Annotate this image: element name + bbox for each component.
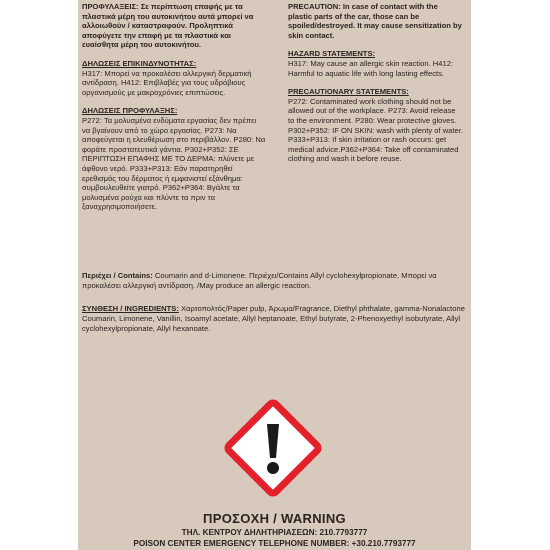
exclamation-mark-hazard-icon — [221, 396, 325, 500]
exclamation-dot — [267, 462, 279, 474]
greek-precautions-heading: ΠΡΟΦΥΛΑΞΕΙΣ: — [82, 2, 139, 11]
english-column — [288, 2, 463, 173]
warning-title: ΠΡΟΣΟΧΗ / WARNING — [203, 511, 346, 526]
ingredients-text: Χαρτοπολτός/Paper pulp, Άρωμα/Fragrance, Diethyl phthalate, gamma-Nonalactone Coumarin, Limonene, Vanillin, Isoamyl acetate, Allyl heptanoate, Ethyl butyrate, 2-Phenoxyethyl isobutyrate, Allyl cyclohexylpropionate, Allyl hexanoate. — [82, 304, 465, 333]
english-hazard-heading: HAZARD STATEMENTS: — [288, 49, 376, 59]
english-precaution-text: In case of contact with the plastic parts of the car, those can be spoiled/destroyed. It may cause sensitization by skin contact. — [288, 2, 462, 40]
english-precaution-heading: PRECAUTION: — [288, 2, 341, 11]
ingredients-block — [82, 304, 467, 333]
greek-precautions-text: Σε περίπτωση επαφής με τα πλαστικά μέρη του αυτοκινήτου αυτά μπορεί να αλλοιωθούν / καταστραφούν. Προληπτικά αποφύγετε την επαφή με τα πλαστικά και ευαίσθητα μέρη του αυτοκινήτου. — [82, 2, 254, 50]
english-hazard-text: H317: May cause an allergic skin reaction. H412: Harmful to aquatic life with long lasting effects. — [288, 58, 454, 78]
greek-column — [82, 2, 266, 221]
greek-precautionary-heading: ΔΗΛΩΣΕΙΣ ΠΡΟΦΥΛΑΞΗΣ: — [82, 106, 178, 116]
poison-center-english: POISON CENTER EMERGENCY TELEPHONE NUMBER: +30.210.7793777 — [133, 539, 416, 548]
greek-precautions-block — [82, 2, 266, 50]
contains-label: Περιέχει / Contains: — [82, 271, 153, 280]
greek-precautionary-block — [82, 106, 266, 212]
label-panel — [78, 0, 471, 550]
contains-block — [82, 271, 467, 291]
greek-hazard-text: H317: Μπορεί να προκαλέσει αλλεργική δερματική αντίδραση. H412: Επιβλαβές για τους υδρόβιους οργανισμούς με μακροχρόνιες επιπτώσεις. — [82, 68, 252, 97]
english-hazard-block — [288, 49, 463, 78]
greek-precautionary-text: P272: Τα μολυσμένα ενδύματα εργασίας δεν πρέπει να βγαίνουν από το χώρο εργασίας. P273: Να αποφεύγεται η ελευθέρωση στο περιβάλλον. P280: Να φοράτε προστατευτικά γάντια. P302+P352: ΣΕ ΠΕΡΙΠΤΩΣΗ ΕΠΑΦΗΣ ΜΕ ΤΟ ΔΕΡΜΑ: πλύνετε με άφθονο νερό. P333+P313: Εάν παρατηρηθεί ερεθισμός του δέρματος ή εμφανιστεί εξάνθημα: συμβουλευθείτε γιατρό. P362+P364: Βγάλτε τα μολυσμένα ρούχα και πλύντε τα πριν τα ξαναχρησιμοποιήσετε. — [82, 115, 266, 212]
contains-text: Coumarin and d-Limonene. Περιέχει/Contains Allyl cyclohexylpropionate. Μπορεί να προκαλέσει αλλεργική αντίδραση. /May produce an allergic reaction. — [82, 271, 437, 290]
poison-center-greek: ΤΗΛ. ΚΕΝΤΡΟΥ ΔΗΛΗΤΗΡΙΑΣΕΩΝ: 210.7793777 — [181, 528, 368, 537]
ingredients-label: ΣΥΝΘΕΣΗ / INGREDIENTS: — [82, 304, 179, 313]
english-precaution-block — [288, 2, 463, 40]
english-precautionary-heading: PRECAUTIONARY STATEMENTS: — [288, 87, 409, 97]
english-precautionary-block — [288, 87, 463, 164]
greek-hazard-block — [82, 59, 266, 97]
english-precautionary-text: P272: Contaminated work clothing should not be allowed out of the workplace. P273: Avoid release to the environment. P280: Wear protective gloves. P302+P352: IF ON SKIN: wash with plenty of water. P333+P313: If skin irritation or rash occurs: get medical advice.P362+P364: Take off contaminated clothing and wash it before reuse. — [288, 96, 463, 164]
greek-hazard-heading: ΔΗΛΩΣΕΙΣ ΕΠΙΚΙΝΔΥΝΟΤΗΤΑΣ: — [82, 58, 197, 68]
